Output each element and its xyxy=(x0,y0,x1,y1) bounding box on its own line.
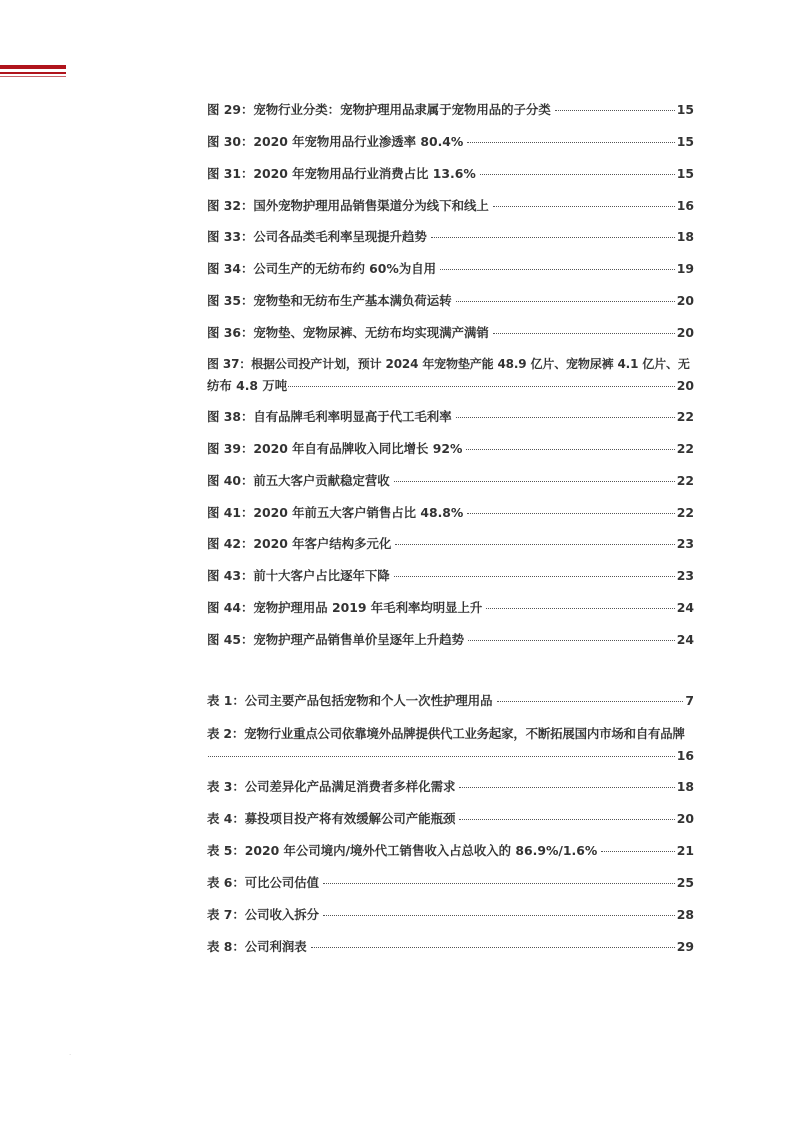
toc-entry-label: 图 40：前五大客户贡献稳定营收 xyxy=(207,473,390,488)
leader-dots xyxy=(323,915,675,916)
toc-entry-page: 24 xyxy=(676,600,694,615)
toc-entry-label: 表 2：宠物行业重点公司依靠境外品牌提供代工业务起家，不断拓展国内市场和自有品牌 xyxy=(207,726,685,741)
toc-entry-page: 29 xyxy=(676,939,694,954)
leader-dots xyxy=(323,883,675,884)
leader-dots xyxy=(456,417,675,418)
toc-entry-page: 16 xyxy=(676,198,694,213)
toc-entry-table-1[interactable] xyxy=(207,690,694,712)
toc-entry-figure-35[interactable] xyxy=(207,290,694,312)
toc-entry-figure-40[interactable] xyxy=(207,470,694,492)
toc-entry-figure-42[interactable] xyxy=(207,533,694,555)
toc-entry-figure-31[interactable] xyxy=(207,163,694,185)
toc-entry-page: 20 xyxy=(676,378,694,393)
toc-entry-table-4[interactable] xyxy=(207,808,694,830)
toc-entry-label: 表 1：公司主要产品包括宠物和个人一次性护理用品 xyxy=(207,693,493,708)
toc-entry-label: 图 31：2020 年宠物用品行业消费占比 13.6% xyxy=(207,166,476,181)
toc-entry-figure-43[interactable] xyxy=(207,565,694,587)
toc-entry-label: 图 39：2020 年自有品牌收入同比增长 92% xyxy=(207,441,463,456)
toc-entry-page: 22 xyxy=(676,473,694,488)
toc-entry-figure-36[interactable] xyxy=(207,322,694,344)
toc-entry-label: 图 45：宠物护理产品销售单价呈逐年上升趋势 xyxy=(207,632,464,647)
toc-entry-label: 图 41：2020 年前五大客户销售占比 48.8% xyxy=(207,505,464,520)
toc-entry-label: 图 37：根据公司投产计划，预计 2024 年宠物垫产能 48.9 亿片、宠物尿裤 4.1 亿片、无 xyxy=(207,357,690,371)
leader-dots xyxy=(288,386,675,387)
toc-entry-page: 15 xyxy=(676,134,694,149)
leader-dots xyxy=(601,851,674,852)
toc-entry-figure-30[interactable] xyxy=(207,131,694,153)
header-accent-line xyxy=(0,76,66,77)
toc-entry-table-5[interactable] xyxy=(207,840,694,862)
toc-entry-figure-34[interactable] xyxy=(207,258,694,280)
leader-dots xyxy=(459,787,674,788)
leader-dots xyxy=(486,608,674,609)
toc-entry-figure-32[interactable] xyxy=(207,195,694,217)
toc-entry-label: 图 32：国外宠物护理用品销售渠道分为线下和线上 xyxy=(207,198,489,213)
leader-dots xyxy=(493,206,675,207)
leader-dots xyxy=(394,576,675,577)
leader-dots xyxy=(467,142,674,143)
toc-entry-label: 图 36：宠物垫、宠物尿裤、无纺布均实现满产满销 xyxy=(207,325,489,340)
leader-dots xyxy=(493,333,675,334)
toc-entry-figure-38[interactable] xyxy=(207,406,694,428)
leader-dots xyxy=(555,110,675,111)
toc-entry-label: 图 38：自有品牌毛利率明显高于代工毛利率 xyxy=(207,409,452,424)
toc-entry-page: 25 xyxy=(676,875,694,890)
leader-dots xyxy=(466,449,674,450)
toc-entry-label: 图 43：前十大客户占比逐年下降 xyxy=(207,568,390,583)
leader-dots xyxy=(467,513,674,514)
toc-entry-page: 20 xyxy=(676,811,694,826)
toc-entry-figure-44[interactable] xyxy=(207,597,694,619)
toc-entry-page: 20 xyxy=(676,293,694,308)
footer-mark: · xyxy=(69,1051,72,1059)
toc-entry-table-6[interactable] xyxy=(207,872,694,894)
toc-entry-page: 15 xyxy=(676,166,694,181)
toc-entry-page: 18 xyxy=(676,779,694,794)
toc-entry-table-8[interactable] xyxy=(207,936,694,958)
toc-entry-page: 15 xyxy=(676,102,694,117)
toc-entry-page: 28 xyxy=(676,907,694,922)
leader-dots xyxy=(468,640,675,641)
toc-entry-table-2[interactable] xyxy=(207,723,694,767)
toc-entry-label-continued: 纺布 4.8 万吨 xyxy=(207,378,288,393)
leader-dots xyxy=(311,947,675,948)
toc-entry-page: 22 xyxy=(676,505,694,520)
toc-entry-label: 表 7：公司收入拆分 xyxy=(207,907,320,922)
leader-dots xyxy=(456,301,675,302)
toc-entry-figure-37[interactable] xyxy=(207,353,694,397)
toc-entry-label: 图 44：宠物护理用品 2019 年毛利率均明显上升 xyxy=(207,600,483,615)
toc-entry-page: 22 xyxy=(676,409,694,424)
leader-dots xyxy=(459,819,674,820)
toc-entry-figure-45[interactable] xyxy=(207,629,694,651)
leader-dots xyxy=(208,756,675,757)
header-accent-bar xyxy=(0,65,66,69)
toc-entry-page: 19 xyxy=(676,261,694,276)
toc-entry-page: 24 xyxy=(676,632,694,647)
toc-entry-figure-41[interactable] xyxy=(207,502,694,524)
toc-entry-page: 22 xyxy=(676,441,694,456)
toc-entry-figure-29[interactable] xyxy=(207,99,694,121)
toc-entry-page: 18 xyxy=(676,229,694,244)
toc-entry-label: 图 33：公司各品类毛利率呈现提升趋势 xyxy=(207,229,427,244)
leader-dots xyxy=(394,481,675,482)
toc-entry-label: 表 5：2020 年公司境内/境外代工销售收入占总收入的 86.9%/1.6% xyxy=(207,843,598,858)
header-accent-bar xyxy=(0,72,66,74)
leader-dots xyxy=(480,174,675,175)
toc-entry-page: 16 xyxy=(676,748,694,763)
leader-dots xyxy=(395,544,674,545)
toc-entry-table-3[interactable] xyxy=(207,776,694,798)
toc-entry-page: 21 xyxy=(676,843,694,858)
toc-entry-figure-39[interactable] xyxy=(207,438,694,460)
toc-entry-label: 表 3：公司差异化产品满足消费者多样化需求 xyxy=(207,779,456,794)
toc-entry-page: 20 xyxy=(676,325,694,340)
toc-entry-label: 表 6：可比公司估值 xyxy=(207,875,320,890)
toc-entry-label: 图 30：2020 年宠物用品行业渗透率 80.4% xyxy=(207,134,464,149)
toc-entry-label: 图 29：宠物行业分类：宠物护理用品隶属于宠物用品的子分类 xyxy=(207,102,551,117)
leader-dots xyxy=(431,237,675,238)
toc-entry-table-7[interactable] xyxy=(207,904,694,926)
leader-dots xyxy=(497,701,684,702)
leader-dots xyxy=(440,269,675,270)
toc-entry-figure-33[interactable] xyxy=(207,226,694,248)
toc-entry-page: 7 xyxy=(685,693,694,708)
toc-entry-label: 图 42：2020 年客户结构多元化 xyxy=(207,536,392,551)
toc-entry-label: 表 4：募投项目投产将有效缓解公司产能瓶颈 xyxy=(207,811,456,826)
toc-entry-page: 23 xyxy=(676,536,694,551)
toc-entry-page: 23 xyxy=(676,568,694,583)
toc-entry-label: 表 8：公司利润表 xyxy=(207,939,307,954)
toc-entry-label: 图 35：宠物垫和无纺布生产基本满负荷运转 xyxy=(207,293,452,308)
toc-entry-label: 图 34：公司生产的无纺布约 60%为自用 xyxy=(207,261,436,276)
